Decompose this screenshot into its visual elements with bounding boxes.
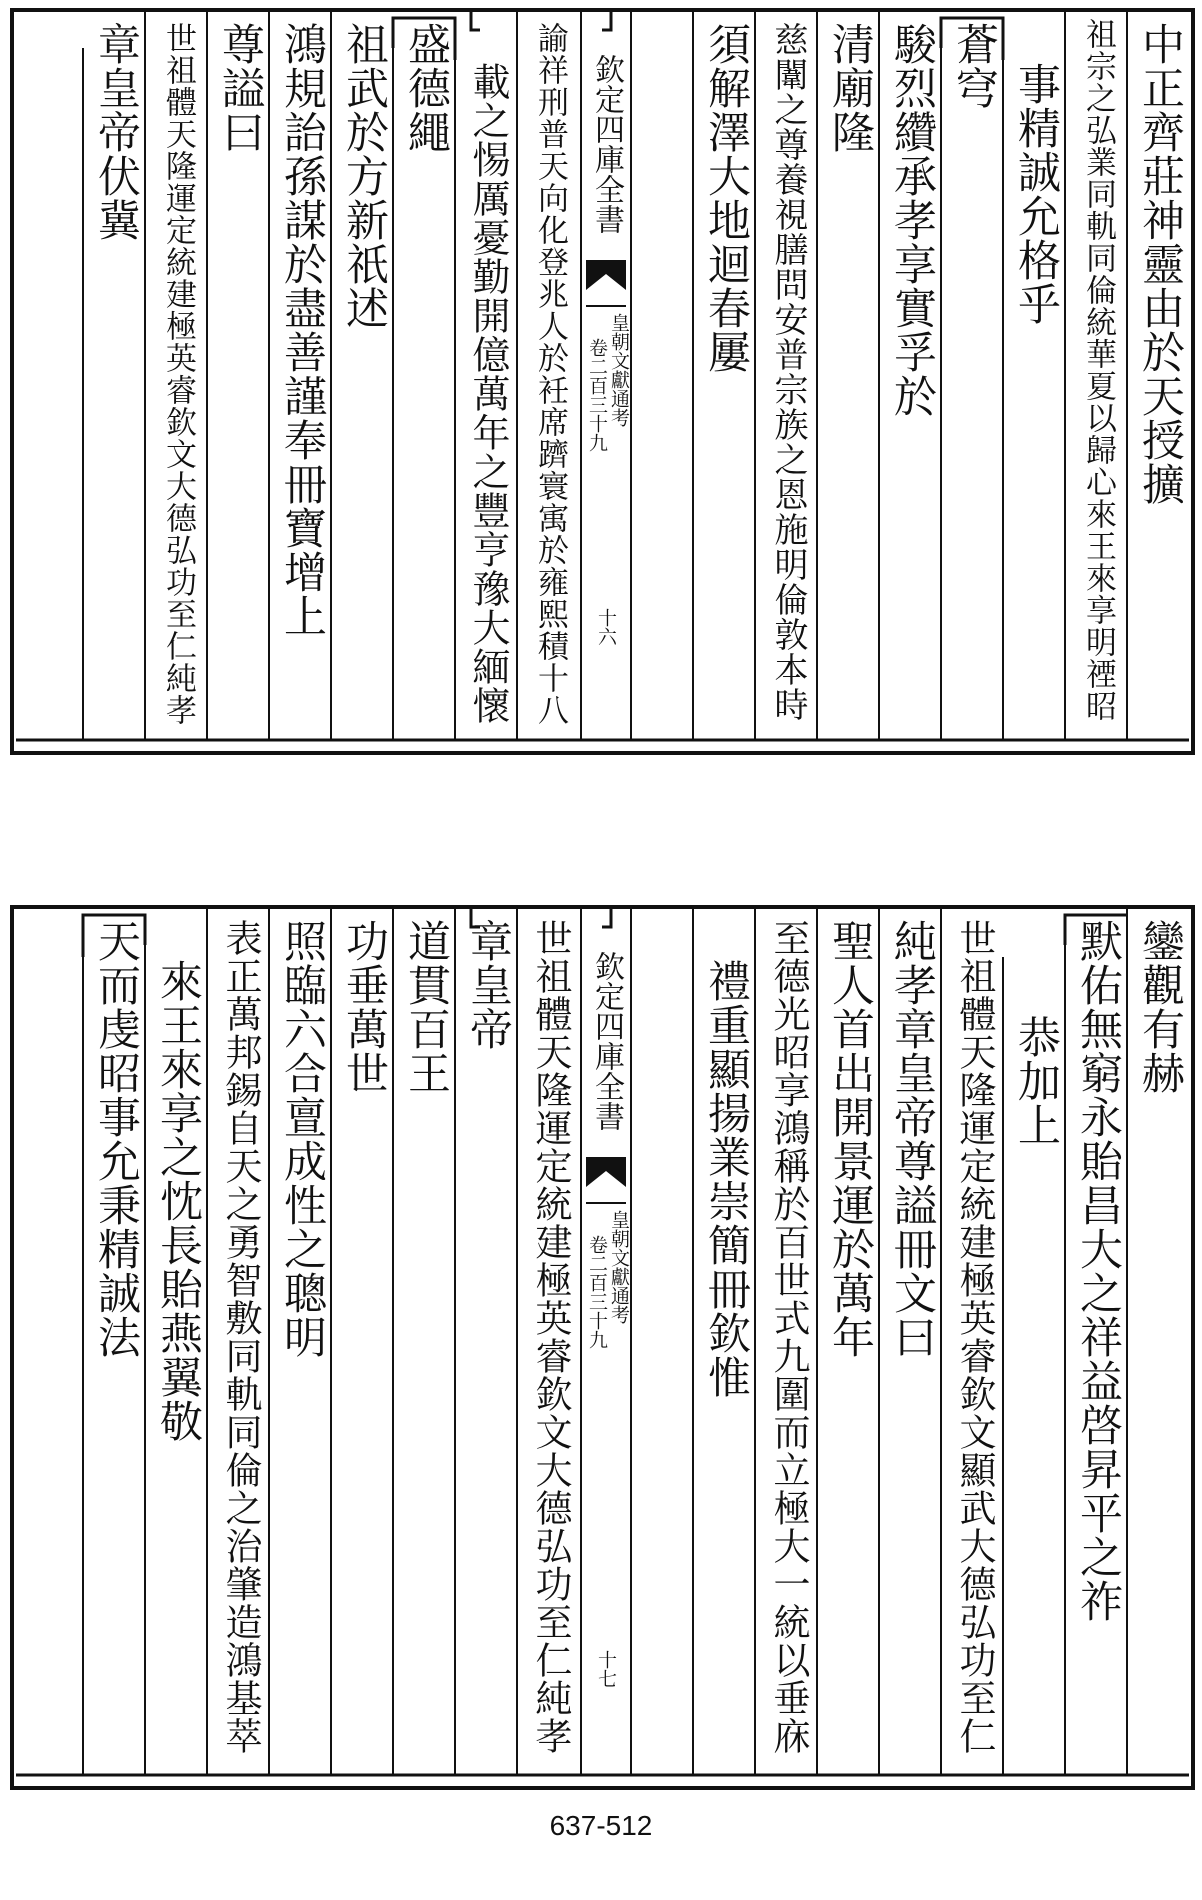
- upper-column-14: [209, 8, 271, 769]
- upper-column-6-text: 清廟隆: [825, 22, 875, 154]
- lower-page: [10, 905, 1195, 1790]
- upper-column-13: [271, 8, 333, 769]
- lower-column-14: [209, 905, 271, 1804]
- upper-column-6: [819, 8, 881, 769]
- lower-column-6: [819, 905, 881, 1804]
- lower-column-6-text: 聖人首出開景運於萬年: [825, 919, 875, 1359]
- lower-spine-page-number: 十七: [595, 1650, 617, 1688]
- upper-column-3-text: 事精誠允格乎: [1011, 62, 1061, 326]
- lower-column-8: [695, 905, 757, 1844]
- lower-column-11-text: 道貫百王: [401, 919, 451, 1095]
- lower-column-9: [519, 905, 581, 1804]
- upper-column-5-text: 駿烈纘承孝享實孚於: [887, 22, 937, 418]
- lower-column-10-text: 章皇帝: [463, 919, 513, 1051]
- upper-column-14-text: 尊謚曰: [215, 22, 265, 154]
- upper-page: [10, 8, 1195, 755]
- upper-column-7: [757, 8, 819, 769]
- lower-column-10: [457, 905, 519, 1804]
- upper-column-15: [147, 8, 209, 769]
- upper-column-16-text: 章皇帝伏冀: [91, 22, 141, 242]
- lower-column-5-text: 純孝章皇帝尊謚冊文曰: [887, 919, 937, 1359]
- lower-spine-book: 皇朝文獻通考: [608, 1210, 630, 1324]
- lower-column-16-text: 天而虔昭事允秉精誠法: [91, 919, 141, 1359]
- lower-column-13-text: 照臨六合亶成性之聰明: [277, 919, 327, 1359]
- upper-column-8: [695, 8, 757, 769]
- lower-column-15-text: 來王來享之忱長貽燕翼敬: [153, 959, 203, 1443]
- lower-column-12: [333, 905, 395, 1804]
- upper-spine-title: 欽定四庫全書: [589, 54, 624, 234]
- upper-column-4-text: 蒼穹: [949, 22, 999, 110]
- lower-column-3-text: 恭加上: [1011, 1015, 1061, 1147]
- lower-spine-title: 欽定四庫全書: [589, 951, 624, 1131]
- upper-column-3: [1005, 8, 1067, 809]
- upper-column-11-text: 盛德繩: [401, 22, 451, 154]
- upper-column-10: [457, 8, 519, 809]
- lower-column-14-text: 表正萬邦錫自天之勇智敷同軌同倫之治肇造鴻基萃: [219, 919, 262, 1755]
- lower-column-8-text: 禮重顯揚業崇簡冊欽惟: [701, 959, 751, 1399]
- upper-column-9: [519, 8, 581, 769]
- lower-column-11: [395, 905, 457, 1804]
- upper-column-4: [943, 8, 1005, 769]
- lower-column-15: [147, 905, 209, 1844]
- lower-spine-volume: 卷二百三十九: [586, 1235, 608, 1349]
- lower-column-12-text: 功垂萬世: [339, 919, 389, 1095]
- upper-spine-volume: 卷二百三十九: [586, 338, 608, 452]
- lower-column-16: [85, 905, 147, 1804]
- upper-spine-page-number: 十六: [595, 608, 617, 646]
- upper-column-9-text: 諭祥刑普天向化登兆人於衽席躋寰㝢於雍熙積十八: [532, 22, 568, 726]
- lower-column-4: [943, 905, 1005, 1804]
- upper-column-10-text: 載之惕厲憂勤開億萬年之豐亨豫大緬懷: [466, 62, 510, 725]
- lower-column-5: [881, 905, 943, 1804]
- upper-column-2: [1067, 8, 1129, 765]
- upper-column-5: [881, 8, 943, 769]
- lower-column-7: [757, 905, 819, 1804]
- footer-page-code: 637-512: [549, 1810, 653, 1841]
- upper-column-12-text: 祖武於方新祇述: [339, 22, 389, 330]
- upper-column-7-text: 慈闈之尊養視膳問安普宗族之恩施明倫敦本時: [768, 22, 808, 722]
- lower-column-2-text: 默佑無窮永貽昌大之祥益啓昇平之祚: [1073, 919, 1123, 1623]
- lower-column-7-text: 至德光昭享鴻稱於百世式九圍而立極大一統以垂庥: [767, 919, 810, 1755]
- lower-column-13: [271, 905, 333, 1804]
- upper-column-1: [1129, 8, 1191, 769]
- upper-column-2-text: 祖宗之弘業同軌同倫統華夏以歸心來王來享明禋昭: [1080, 18, 1116, 722]
- upper-column-11: [395, 8, 457, 769]
- upper-column-8-text: 須解澤大地迴春屢: [701, 22, 751, 374]
- lower-column-2: [1067, 905, 1129, 1804]
- upper-column-15-text: 世祖體天隆運定統建極英睿欽文大德弘功至仁純孝: [160, 22, 196, 726]
- lower-column-3: [1005, 905, 1067, 1900]
- lower-column-9-text: 世祖體天隆運定統建極英睿欽文大德弘功至仁純孝: [529, 919, 572, 1755]
- upper-spine-book: 皇朝文獻通考: [608, 313, 630, 427]
- upper-column-1-text: 中正齊莊神靈由於天授擴: [1135, 22, 1185, 506]
- lower-column-1: [1129, 905, 1191, 1804]
- upper-column-16: [85, 8, 147, 769]
- lower-column-1-text: 鑾觀有赫: [1135, 919, 1185, 1095]
- upper-column-12: [333, 8, 395, 769]
- upper-column-13-text: 鴻規詒孫謀於盡善謹奉冊寶增上: [277, 22, 327, 638]
- lower-column-4-text: 世祖體天隆運定統建極英睿欽文顯武大德弘功至仁: [953, 919, 996, 1755]
